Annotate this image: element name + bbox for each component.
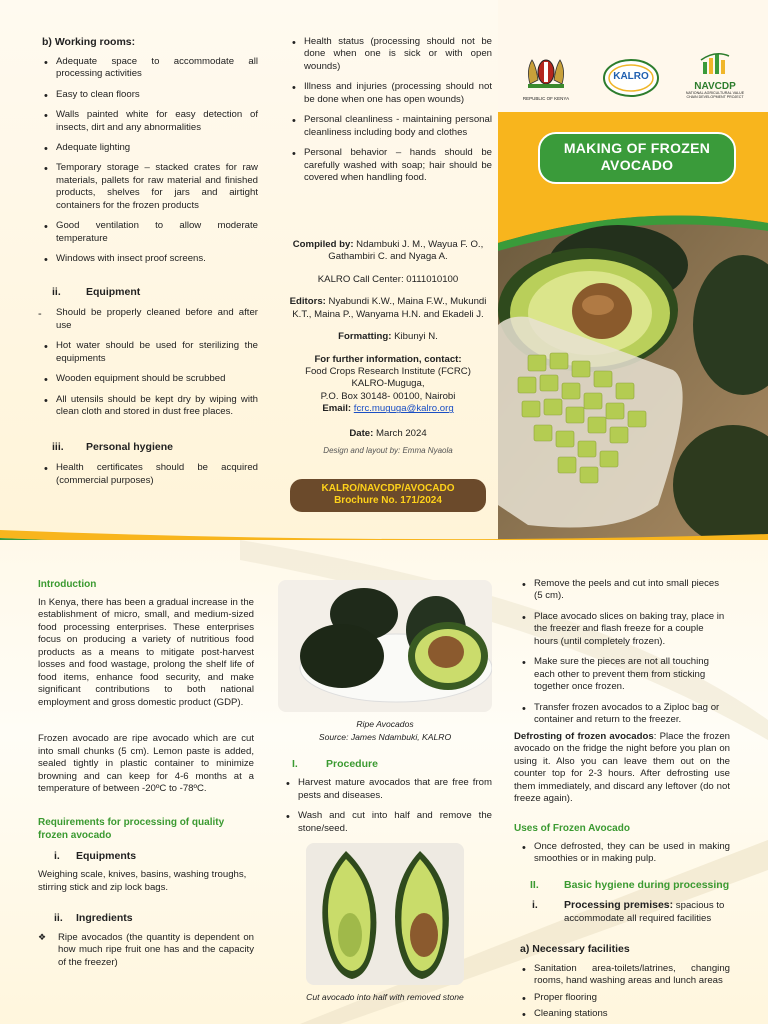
- ripe-avocados-photo: [278, 580, 492, 712]
- navcdp-logo: NAVCDP NATIONAL AGRICULTURAL VALUE CHAIN DEVELOPMENT PROJECT: [684, 50, 746, 100]
- list-item: • Harvest mature avocados that are free from pests and diseases.: [278, 777, 492, 802]
- working-rooms-heading: b) Working rooms:: [42, 36, 136, 48]
- list-item: • Proper flooring: [514, 992, 730, 1004]
- facilities-list: [514, 963, 730, 1021]
- contact-heading: For further information, contact:: [314, 353, 462, 365]
- personal-hygiene-heading: iii. Personal hygiene: [52, 440, 173, 453]
- equipment-heading: ii. Equipment: [52, 285, 141, 298]
- list-item: • Health status (processing should not be done when one is sick or with open wounds): [284, 36, 492, 73]
- equipments-heading: i. Equipments: [54, 849, 137, 862]
- list-item: ❖ Ripe avocados (the quantity is dependent on how much ripe fruit one has and the capacity of the freezer): [38, 932, 254, 969]
- list-item: • Adequate space to accommodate all processing activities: [36, 56, 258, 81]
- list-item: • Cleaning stations: [514, 1008, 730, 1020]
- equipment-dash-list: [36, 307, 258, 332]
- coat-of-arms-icon: [518, 50, 574, 90]
- editors: Editors: Nyabundi K.W., Maina F.W., Mukundi K.T., Maina P., Wanyama H.N. and Ekadeli J.: [289, 296, 487, 320]
- call-center: KALRO Call Center: 0111010100: [317, 273, 459, 285]
- requirements-heading: Requirements for processing of quality frozen avocado: [38, 816, 225, 841]
- ripe-avocados-image: [278, 580, 492, 712]
- brochure-number-badge: KALRO/NAVCDP/AVOCADO Brochure No. 171/2024: [290, 479, 486, 512]
- ripe-avocados-caption: Ripe Avocados Source: James Ndambuki, KALRO: [318, 719, 452, 742]
- kenya-coat-of-arms-logo: REPUBLIC OF KENYA: [514, 50, 578, 101]
- procedure-steps-list: [514, 578, 730, 727]
- hygiene-credits-column: [284, 36, 492, 512]
- email-link[interactable]: fcrc.muguga@kalro.org: [353, 403, 454, 415]
- list-item: • Remove the peels and cut into small pieces (5 cm).: [514, 578, 730, 603]
- list-item: • Wooden equipment should be scrubbed: [36, 373, 258, 385]
- list-item: • Good ventilation to allow moderate temperature: [36, 220, 258, 245]
- logo-strip: [498, 0, 768, 112]
- defrosting-paragraph: Defrosting of frozen avocados: Place the frozen avocado on the fridge the night before you plan on using it. Also you can leave them out on the counter top for 2-3 hours. After defrosting use them immediately, and discard any leftover (do not freeze again).: [514, 730, 730, 805]
- procedure-heading: I. Procedure: [292, 757, 378, 770]
- cut-avocado-caption: Cut avocado into half with removed stone: [306, 992, 464, 1003]
- date: Date: March 2024: [349, 427, 427, 439]
- brochure-title: MAKING OF FROZEN AVOCADO: [538, 132, 736, 184]
- list-item: • Walls painted white for easy detection of insects, dirt and any abnormalities: [36, 109, 258, 134]
- compiled-by: Compiled by: Ndambuki J. M., Wayua F. O., Gathambiri C. and Nyaga A.: [292, 238, 484, 263]
- equipments-text: Weighing scale, knives, basins, washing troughs, stirring stick and zip lock bags.: [38, 869, 247, 893]
- contact-block: For further information, contact: Food Crops Research Institute (FCRC) KALRO-Muguga, P.O. Box 30148- 00100, Nairobi Email: fcrc.muguga@kalro.org: [305, 353, 471, 415]
- frozen-avocado-image: [498, 205, 768, 540]
- list-item: • Illness and injuries (processing should not be done when one has open wounds): [284, 81, 492, 106]
- list-item: • Sanitation area-toilets/latrines, changing rooms, hand washing areas and lunch areas: [514, 963, 730, 988]
- hygiene-bullets: [284, 36, 492, 185]
- ingredients-list: [38, 932, 254, 969]
- list-item: • Easy to clean floors: [36, 89, 258, 101]
- hygiene-list: [36, 462, 258, 487]
- procedure-list: [278, 777, 492, 835]
- ingredients-heading: ii. Ingredients: [54, 912, 133, 925]
- formatting: Formatting: Kibunyi N.: [338, 331, 438, 343]
- cut-avocado-image: [306, 843, 464, 985]
- navcdp-bars-icon: [699, 50, 731, 76]
- title-banner: [498, 112, 768, 212]
- basic-hygiene-heading: II. Basic hygiene during processing: [530, 879, 730, 892]
- introduction-column: [38, 578, 254, 977]
- list-item: • Make sure the pieces are not all touching each other to prevent them from sticking together once frozen.: [514, 656, 730, 693]
- uses-heading: Uses of Frozen Avocado: [514, 822, 630, 834]
- list-item: • Once defrosted, they can be used in making smoothies or in making pulp.: [514, 841, 730, 866]
- equipment-list: [36, 340, 258, 418]
- working-rooms-list: [36, 56, 258, 266]
- necessary-facilities-heading: a) Necessary facilities: [520, 943, 630, 956]
- list-item: • Place avocado slices on baking tray, place in the freezer and flash freeze for a couple hours (until completely frozen).: [514, 611, 730, 648]
- list-item: • Hot water should be used for sterilizing the equipments: [36, 340, 258, 365]
- brochure-inside-page: [0, 540, 768, 1024]
- steps-and-hygiene-column: [514, 578, 730, 1024]
- cover-panel: [498, 0, 768, 540]
- cut-avocado-photo: [306, 843, 464, 985]
- working-rooms-column: [36, 36, 258, 495]
- uses-list: [514, 841, 730, 866]
- list-item: - Should be properly cleaned before and after use: [36, 307, 258, 332]
- list-item: • All utensils should be kept dry by wiping with clean cloth and stored in dust free places.: [36, 394, 258, 419]
- introduction-heading: Introduction: [38, 579, 97, 590]
- list-item: • Personal cleanliness - maintaining personal cleanliness including body and clothes: [284, 114, 492, 139]
- design-credit: Design and layout by: Emma Nyaola: [323, 446, 453, 456]
- processing-premises: i. Processing premises: spacious to accommodate all required facilities: [532, 899, 725, 924]
- frozen-avocado-definition: Frozen avocado are ripe avocado which are cut into small chunks (5 cm). Lemon paste is added, sealed tightly in plastic container to minimize browning and can keep for 4-6 months at a temperature of between -20ºC to -78ºC.: [38, 733, 254, 795]
- list-item: • Health certificates should be acquired (commercial purposes): [36, 462, 258, 487]
- list-item: • Windows with insect proof screens.: [36, 253, 258, 265]
- list-item: • Wash and cut into half and remove the stone/seed.: [278, 810, 492, 835]
- credits-block: [284, 239, 492, 512]
- cover-avocado-photo: [498, 205, 768, 540]
- procedure-column: [278, 580, 492, 1010]
- kalro-logo: KALRO: [602, 58, 660, 98]
- list-item: • Adequate lighting: [36, 142, 258, 154]
- list-item: • Transfer frozen avocados to a Ziploc bag or container and return to the freezer.: [514, 702, 730, 727]
- list-item: • Personal behavior – hands should be carefully washed with soap; hair should be covered when handling food.: [284, 147, 492, 184]
- introduction-paragraph: In Kenya, there has been a gradual increase in the establishment of micro, small, and medium-sized food processing enterprises. These enterprises focus on producing a variety of nutritious food products as a means to mitigate post-harvest losses and food wastage, prolong the shelf life of food items, enhance food security, and make significant contributions to both national employment and gross domestic product (GDP).: [38, 597, 254, 708]
- list-item: • Temporary storage – stacked crates for raw materials, pallets for raw material and finished products, shelves for jars and airtight containers for the frozen products: [36, 162, 258, 212]
